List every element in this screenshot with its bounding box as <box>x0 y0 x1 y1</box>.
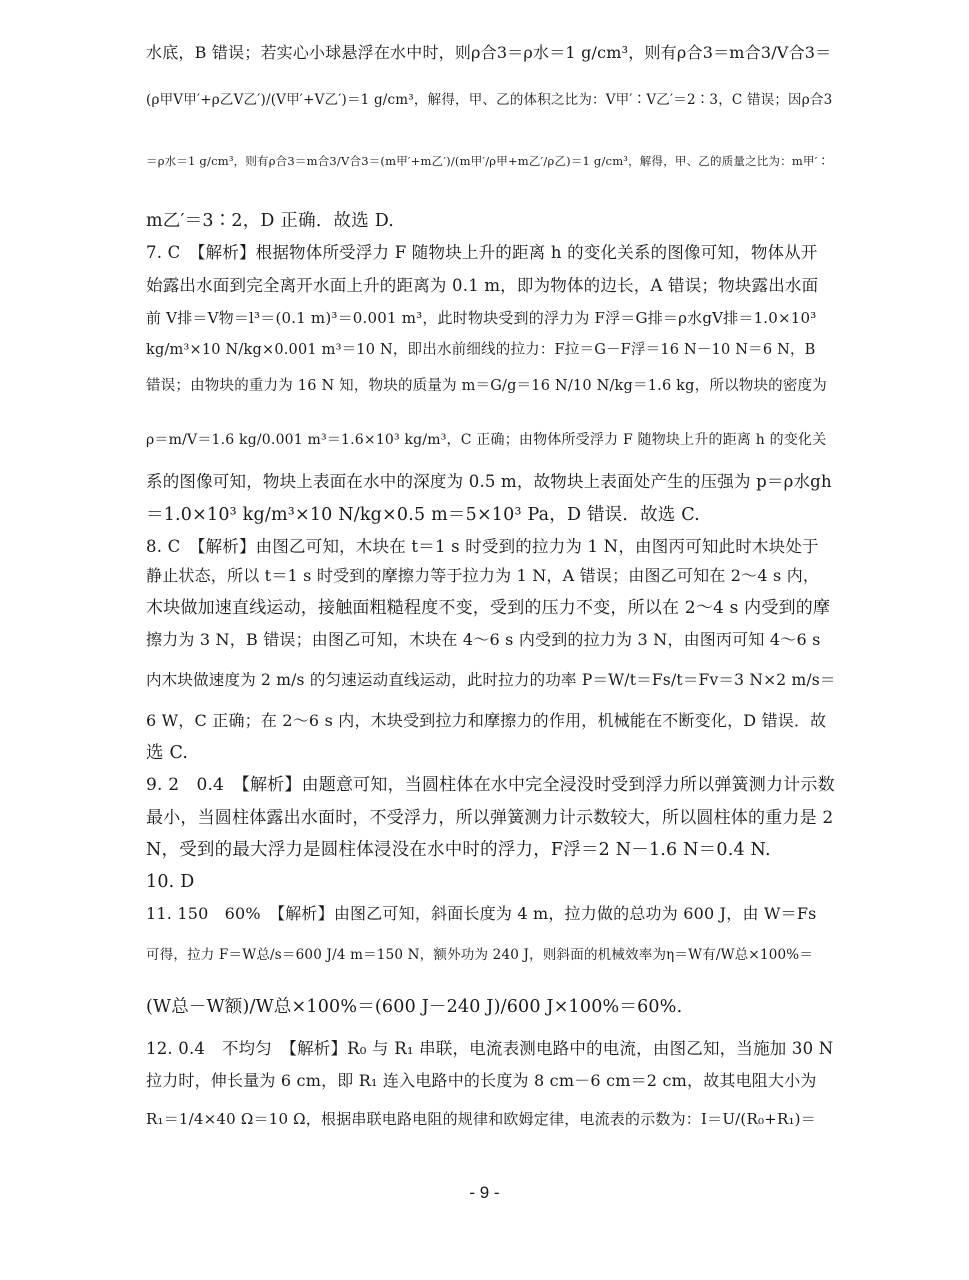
line-21: 最小，当圆柱体露出水面时，不受浮力，所以弹簧测力计示数较大，所以圆柱体的重力是 2 <box>146 808 834 828</box>
line-26: (W总－W额)/W总×100%＝(600 J－240 J)/600 J×100%＝60%. <box>146 997 683 1017</box>
line-25: 可得，拉力 F＝W总/s＝600 J/4 m＝150 N，额外功为 240 J，则斜面的机械效率为η＝W有/W总×100%＝ <box>146 947 814 963</box>
line-17: 内木块做速度为 2 m/s 的匀速运动直线运动，此时拉力的功率 P＝W/t＝Fs/t＝Fv＝3 N×2 m/s＝ <box>146 671 836 689</box>
line-27: 12. 0.4 不均匀 【解析】R₀ 与 R₁ 串联，电流表测电路中的电流，由图乙知，当施加 30 N <box>146 1039 834 1058</box>
line-2: (ρ甲V甲′+ρ乙V乙′)/(V甲′+V乙′)＝1 g/cm³，解得，甲、乙的体积之比为：V甲′∶V乙′＝2∶3，C 错误；因ρ合3 <box>146 92 833 108</box>
line-4: m乙′＝3∶2，D 正确．故选 D. <box>146 211 395 231</box>
page-number: - 9 - <box>469 1183 500 1202</box>
line-7: 前 V排＝V物＝l³＝(0.1 m)³＝0.001 m³，此时物块受到的浮力为 F浮＝G排＝ρ水gV排＝1.0×10³ <box>146 309 817 327</box>
line-8: kg/m³×10 N/kg×0.001 m³＝10 N，即出水前细线的拉力：F拉＝G－F浮＝16 N－10 N＝6 N，B <box>146 342 816 358</box>
line-20: 9. 2 0.4 【解析】由题意可知，当圆柱体在水中完全浸没时受到浮力所以弹簧测力计示数 <box>146 775 835 795</box>
line-9: 错误；由物块的重力为 16 N 知，物块的质量为 m＝G/g＝16 N/10 N/kg＝1.6 kg，所以物块的密度为 <box>146 378 827 394</box>
line-1: 水底，B 错误；若实心小球悬浮在水中时，则ρ合3＝ρ水＝1 g/cm³，则有ρ合3＝m合3/V合3＝ <box>146 43 832 62</box>
line-14: 静止状态，所以 t＝1 s 时受到的摩擦力等于拉力为 1 N，A 错误；由图乙可知在 2～4 s 内， <box>146 566 820 585</box>
line-22: N，受到的最大浮力是圆柱体浸没在水中时的浮力，F浮＝2 N－1.6 N＝0.4 N. <box>146 840 771 860</box>
line-16: 擦力为 3 N，B 错误；由图乙可知，木块在 4～6 s 内受到的拉力为 3 N，由图丙可知 4～6 s <box>146 630 821 649</box>
line-18: 6 W，C 正确；在 2～6 s 内，木块受到拉力和摩擦力的作用，机械能在不断变化，D 错误．故 <box>146 711 827 730</box>
line-5: 7. C 【解析】根据物体所受浮力 F 随物块上升的距离 h 的变化关系的图像可知，物体从开 <box>146 243 818 262</box>
line-24: 11. 150 60% 【解析】由图乙可知，斜面长度为 4 m，拉力做的总功为 600 J，由 W＝Fs <box>146 904 817 923</box>
line-11: 系的图像可知，物块上表面在水中的深度为 0.5 m，故物块上表面处产生的压强为 p＝ρ水gh <box>146 472 832 491</box>
line-10: ρ＝m/V＝1.6 kg/0.001 m³＝1.6×10³ kg/m³，C 正确；由物体所受浮力 F 随物块上升的距离 h 的变化关 <box>146 432 827 448</box>
line-19: 选 C. <box>146 743 189 763</box>
line-12: ＝1.0×10³ kg/m³×10 N/kg×0.5 m＝5×10³ Pa，D 错误．故选 C. <box>146 505 700 525</box>
line-29: R₁＝1/4×40 Ω＝10 Ω，根据串联电路电阻的规律和欧姆定律，电流表的示数为：I＝U/(R₀+R₁)＝ <box>146 1110 816 1128</box>
line-6: 始露出水面到完全离开水面上升的距离为 0.1 m，即为物体的边长，A 错误；物块露出水面 <box>146 276 819 295</box>
line-23: 10. D <box>146 872 195 892</box>
line-15: 木块做加速直线运动，接触面粗糙程度不变，受到的压力不变，所以在 2～4 s 内受到的摩 <box>146 598 831 618</box>
line-28: 拉力时，伸长量为 6 cm，即 R₁ 连入电路中的长度为 8 cm－6 cm＝2 cm，故其电阻大小为 <box>146 1071 817 1090</box>
line-13: 8. C 【解析】由图乙可知，木块在 t＝1 s 时受到的拉力为 1 N，由图丙可知此时木块处于 <box>146 537 819 556</box>
line-3: ＝ρ水＝1 g/cm³，则有ρ合3＝m合3/V合3＝(m甲′+m乙′)/(m甲′/ρ甲+m乙′/ρ乙)＝1 g/cm³，解得，甲、乙的质量之比为：m甲′∶ <box>146 154 830 168</box>
